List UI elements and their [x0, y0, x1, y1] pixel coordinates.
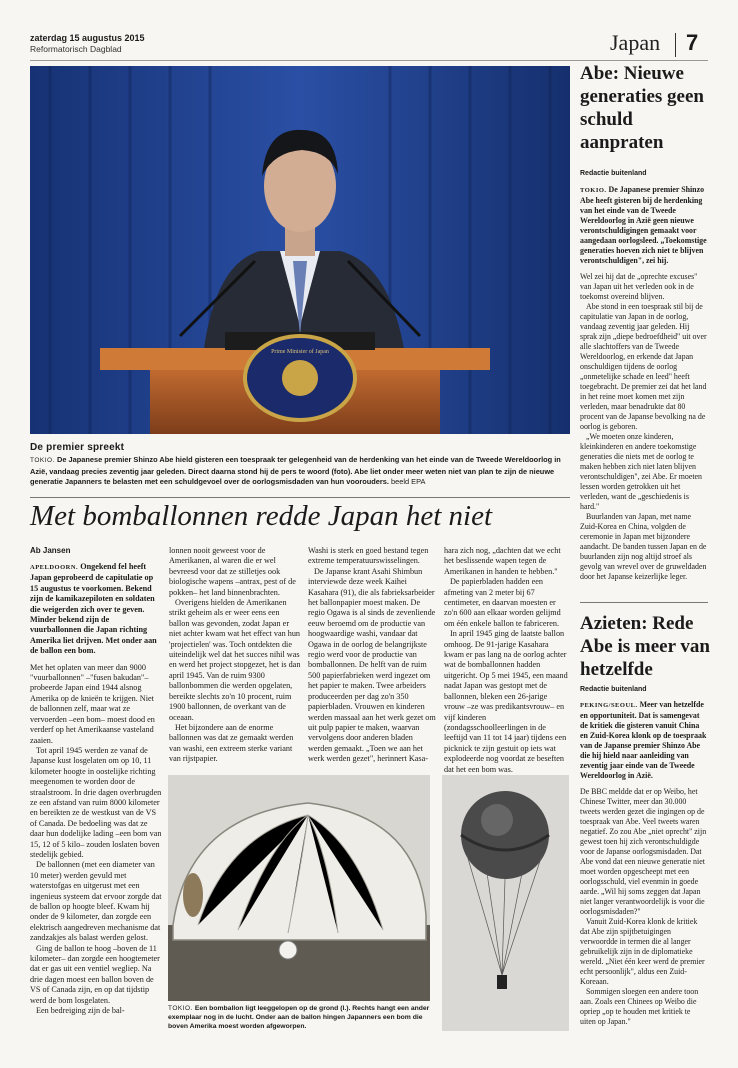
- paragraph: Overigens hielden de Amerikanen strikt geheim als er weer eens een ballon was gevonden, zodat Japan er niet achter kwam wat het effect van hun 'projectielen' was. Toch ontdekten die uiteindelijk wel dat het succes nihil was en werd het project stopgezet, het is dan april 1945. Van de ruim 9300 ballonbommen die werden opgelaten, bereikte slechts zo'n 10 procent, ruim 1900 ballonnen, de overkant van de oceaan.: [169, 598, 301, 722]
- side-article-1-body: [580, 185, 708, 582]
- paragraph: Het bijzondere aan de enorme ballonnen was dat ze gemaakt werden van washi, een extreem sterke variant van rijstpapier.: [169, 722, 294, 764]
- paragraph: lonnen nooit geweest voor de Amerikanen, al waren die er wel bevreesd voor dat ze stilletjes ook biologische wapens –antrax, pest of de pokken– het land binnenbrachten.: [169, 546, 296, 597]
- article-column-3: [308, 546, 436, 765]
- side-lead-1: De Japanese premier Shinzo Abe heeft gisteren bij de herdenking van het einde van de Tweede Wereldoorlog in Azië geen nieuwe verontschuldigingen gemaakt voor aangedaan oorlogsleed. „Toekomstige generaties hoeven zich niet te blijven verontschuldigen", zei hij.: [580, 185, 707, 265]
- article-column-1: [30, 562, 162, 1016]
- paragraph: Vanuit Zuid-Korea klonk de kritiek dat Abe zijn spijtbetuigingen verwoordde in termen die al langer gebruikelijk zijn in de diplomatieke wereld. „Niet één keer werd de premier echt persoonlijk", aldus een Zuid-Koreaan.: [580, 917, 705, 986]
- balloon-caption-text: Een bomballon ligt leeggelopen op de grond (l.). Rechts hangt een ander exemplaar nog in de lucht. Onder aan de ballon hingen Japanners een bom die boven Amerika moest worden afgeworpen.: [168, 1005, 430, 1030]
- main-byline: Ab Jansen: [30, 546, 71, 555]
- paragraph: „We moeten onze kinderen, kleinkinderen en andere toekomstige generaties die niets met de oorlog te maken hebben zich niet laten blijven verontschuldigen", zei Abe. Er moeten lessen worden getrokken uit het verleden, want de „geschiedenis is hard.": [580, 432, 702, 511]
- newspaper-name: Reformatorisch Dagblad: [30, 44, 122, 54]
- paragraph: Washi is sterk en goed bestand tegen extreme temperatuurswisselingen.: [308, 546, 429, 566]
- photo-caption: [30, 455, 568, 488]
- photo-caption-label: De premier spreekt: [30, 442, 125, 453]
- paragraph: Met het oplaten van meer dan 9000 "vuurballonnen" –"fusen bakudan"– probeerde Japan eind 1944 alsnog Amerika op de knieën te krijgen. Niet de ballonnen zelf, maar wat ze vervoerden –een bom– moest dood en verderf op het Amerikaanse vasteland zaaien.: [30, 662, 155, 745]
- side-lead-2: Meer van hetzelfde en opportuniteit. Dat is samengevat de kritiek die gisteren vanuit China en Zuid-Korea klonk op de toespraak van de Japanse premier Shinzo Abe die hij hield naar aanleiding van zeventig jaar einde van de Tweede Wereldoorlog in Azië.: [580, 700, 707, 780]
- balloon-photo-caption: [168, 1004, 432, 1031]
- paragraph: Een bedreiging zijn de bal-: [36, 1006, 125, 1016]
- side-byline-1: Redactie buitenland: [580, 170, 647, 177]
- issue-date: zaterdag 15 augustus 2015: [30, 33, 145, 43]
- side-dateline-2: PEKING/SEOUL.: [580, 702, 638, 709]
- paragraph: hara zich nog, „dachten dat we echt het beslissende wapen tegen de Amerikanen in handen te hebben.": [444, 546, 561, 576]
- paragraph: Wel zei hij dat de „oprechte excuses" van Japan uit het verleden ook in de toekomst overeind blijven.: [580, 272, 698, 301]
- page-number: 7: [686, 30, 699, 55]
- side-headline-1: Abe: Nieuwe generaties geen schuld aanpraten: [580, 63, 704, 153]
- masthead-divider: [675, 33, 676, 57]
- caption-rule: [30, 497, 570, 498]
- main-dateline: APELDOORN.: [30, 564, 79, 571]
- podium-seal-text: Prime Minister of Japan: [271, 349, 329, 355]
- side-byline-2: Redactie buitenland: [580, 686, 647, 693]
- paragraph: De Japanse krant Asahi Shimbun interviewde deze week Kaihei Kasahara (91), die als fabrieksarbeider het ballonpapier moest maken. De regio Ogawa is al sinds de zevenliende eeuw beroemd om de productie van hoogwaardige washi, vandaar dat Ogawa in de oorlog de belangrijkste regio werd voor de productie van bomballonnen. De helft van de ruim 500 papierfabrieken werd ingezet om het papier te maken. Twee arbeiders produceerden per dag zo'n 350 papierbladen. Vrouwen en kinderen werden massaal aan het werk gezet om uit pulp papier te maken, waarvan vervolgens door anderen bladen werden gemaakt. „Toen we aan het werk werden gezet", herinnert Kasa-: [308, 566, 436, 764]
- paragraph: Buurlanden van Japan, met name Zuid-Korea en China, volgden de ceremonie in Japan met bijzondere aandacht. De banden tussen Japan en de buurlanden zijn nog altijd stroef als gevolg van wrevel over de gruweldaden door het Japanse keizerlijke leger.: [580, 512, 707, 581]
- paragraph: De ballonnen (met een diameter van 10 meter) werden gevuld met waterstofgas en uitgerust met een ingenieus systeem dat ervoor zorgde dat de ballon op hoogte bleef. Kwam hij onder de 9 kilometer, dan zorgde een elektrisch aangedreven mechanisme dat zandzakjes als balast werden gelost.: [30, 860, 162, 943]
- balloon-caption-dateline: TOKIO.: [168, 1005, 193, 1012]
- paragraph: Abe stond in een toespraak stil bij de capitulatie van Japan in de oorlog, vandaag zeventig jaar geleden. Hij sprak zijn „diepe bedroefdheid" uit over alle slachtoffers van de Tweede Wereldoorlog, en erkende dat Japan onschuldigen tijdens de oorlog „onmetelijke schade en leed" heeft toegebracht. De premier zei dat het land in het reine moet komen met zijn verleden, maar benadrukte dat 80 procent van de Japanse bevolking na de oorlog is geboren.: [580, 302, 707, 431]
- main-lead: Ongekend fel heeft Japan geprobeerd de capitulatie op 15 augustus te voorkomen. Bekend zijn de kamikazepiloten en soldaten die weigerden zich over te geven. Minder bekend zijn de vuurballonnen die Japan richting Amerika liet drijven. Met onder aan de ballon een bom.: [30, 562, 157, 656]
- paragraph: De papierbladen hadden een afmeting van 2 meter bij 67 centimeter, en daarvan moesten er zo'n 600 aan elkaar worden gelijmd om één enkele ballon te fabriceren.: [444, 577, 561, 628]
- main-photo: [30, 66, 570, 434]
- paragraph: Sommigen sloegen een andere toon aan. Zoals een Chinees op Weibo die opriep „op te houden met kritiek te uiten op Japan.": [580, 987, 699, 1026]
- side-divider: [580, 602, 708, 603]
- side-article-2-body: [580, 700, 708, 1027]
- side-dateline-1: TOKIO.: [580, 187, 607, 194]
- floating-balloon-photo: [442, 775, 569, 1031]
- section-title: Japan: [610, 30, 661, 55]
- side-headline-2: Azieten: Rede Abe is meer van hetzelfde: [580, 613, 710, 680]
- paragraph: Tot april 1945 werden ze vanaf de Japanse kust losgelaten om op 10, 11 kilometer hoogte in oostelijke richting meegenomen te worden door de straalstroom. In drie dagen overbrugden ze een afstand van ruim 8000 kilometer en bereikten ze de westkust van de VS of Canada. De bedoeling was dat ze daar hun dodelijke lading –een bom van 15, 12 of 5 kilo– zouden loslaten boven stedelijk gebied.: [30, 745, 162, 859]
- paragraph: Ging de ballon te hoog –boven de 11 kilometer– dan zorgde een hoogtemeter dat er gas uit een ventiel wegliep. Na drie dagen moest een ballon boven de VS of Canada zijn, en op dat tijdstip werd de bom losgelaten.: [30, 943, 160, 1005]
- main-headline: Met bomballonnen redde Japan het niet: [30, 500, 493, 532]
- paragraph: In april 1945 ging de laatste ballon omhoog. De 91-jarige Kasahara kwam er pas lang na de oorlog achter wat de bomballonnen hadden uitgericht. Op 5 mei 1945, een maand nadat Japan was gestopt met de ballonnen, bleken een 26-jarige vrouw –ze was predikantsvrouw– en vijf kinderen (zondagsschoolleerlingen in de leeftijd van 11 tot 14 jaar) tijdens een picknick te zijn gestuit op iets wat explodeerde nog voordat ze beseften dat het een bom was.: [444, 629, 568, 774]
- caption-text: De Japanese premier Shinzo Abe hield gisteren een toespraak ter gelegenheid van de herdenking van het einde van de Tweede Wereldoorlog in Azië, vandaag precies zeventig jaar geleden. Direct daarna stond hij de pers te woord (foto). Abe liet onder meer weten niet van plan te zijn de nieuwe generatie Japanners te belasten met een schuldgevoel over de oorlogsmisdaden van hun voorouders.: [30, 455, 561, 486]
- masthead-rule: [30, 60, 708, 61]
- article-column-2: [169, 546, 301, 765]
- article-column-4: [444, 546, 570, 775]
- caption-dateline: TOKIO.: [30, 457, 55, 464]
- caption-credit: beeld EPA: [391, 477, 426, 486]
- paragraph: De BBC meldde dat er op Weibo, het Chinese Twitter, meer dan 30.000 tweets werden gezet die ingingen op de toespraak van Abe. Veel tweets waren negatief. Zo zou Abe „niet oprecht" zijn gewest toen hij zich verontschuldigde voor de Japanse oorlogsmisdaden. Dat Abe vond dat een nieuwe generatie niet moet worden opgescheept met een oorlogsschuld, viel evenmin in goede aarde. „Wil hij soms zeggen dat Japan niet langer verantwoordelijk is voor die oorlogsmisdaden?": [580, 787, 707, 916]
- deflated-balloon-photo: [168, 775, 430, 1001]
